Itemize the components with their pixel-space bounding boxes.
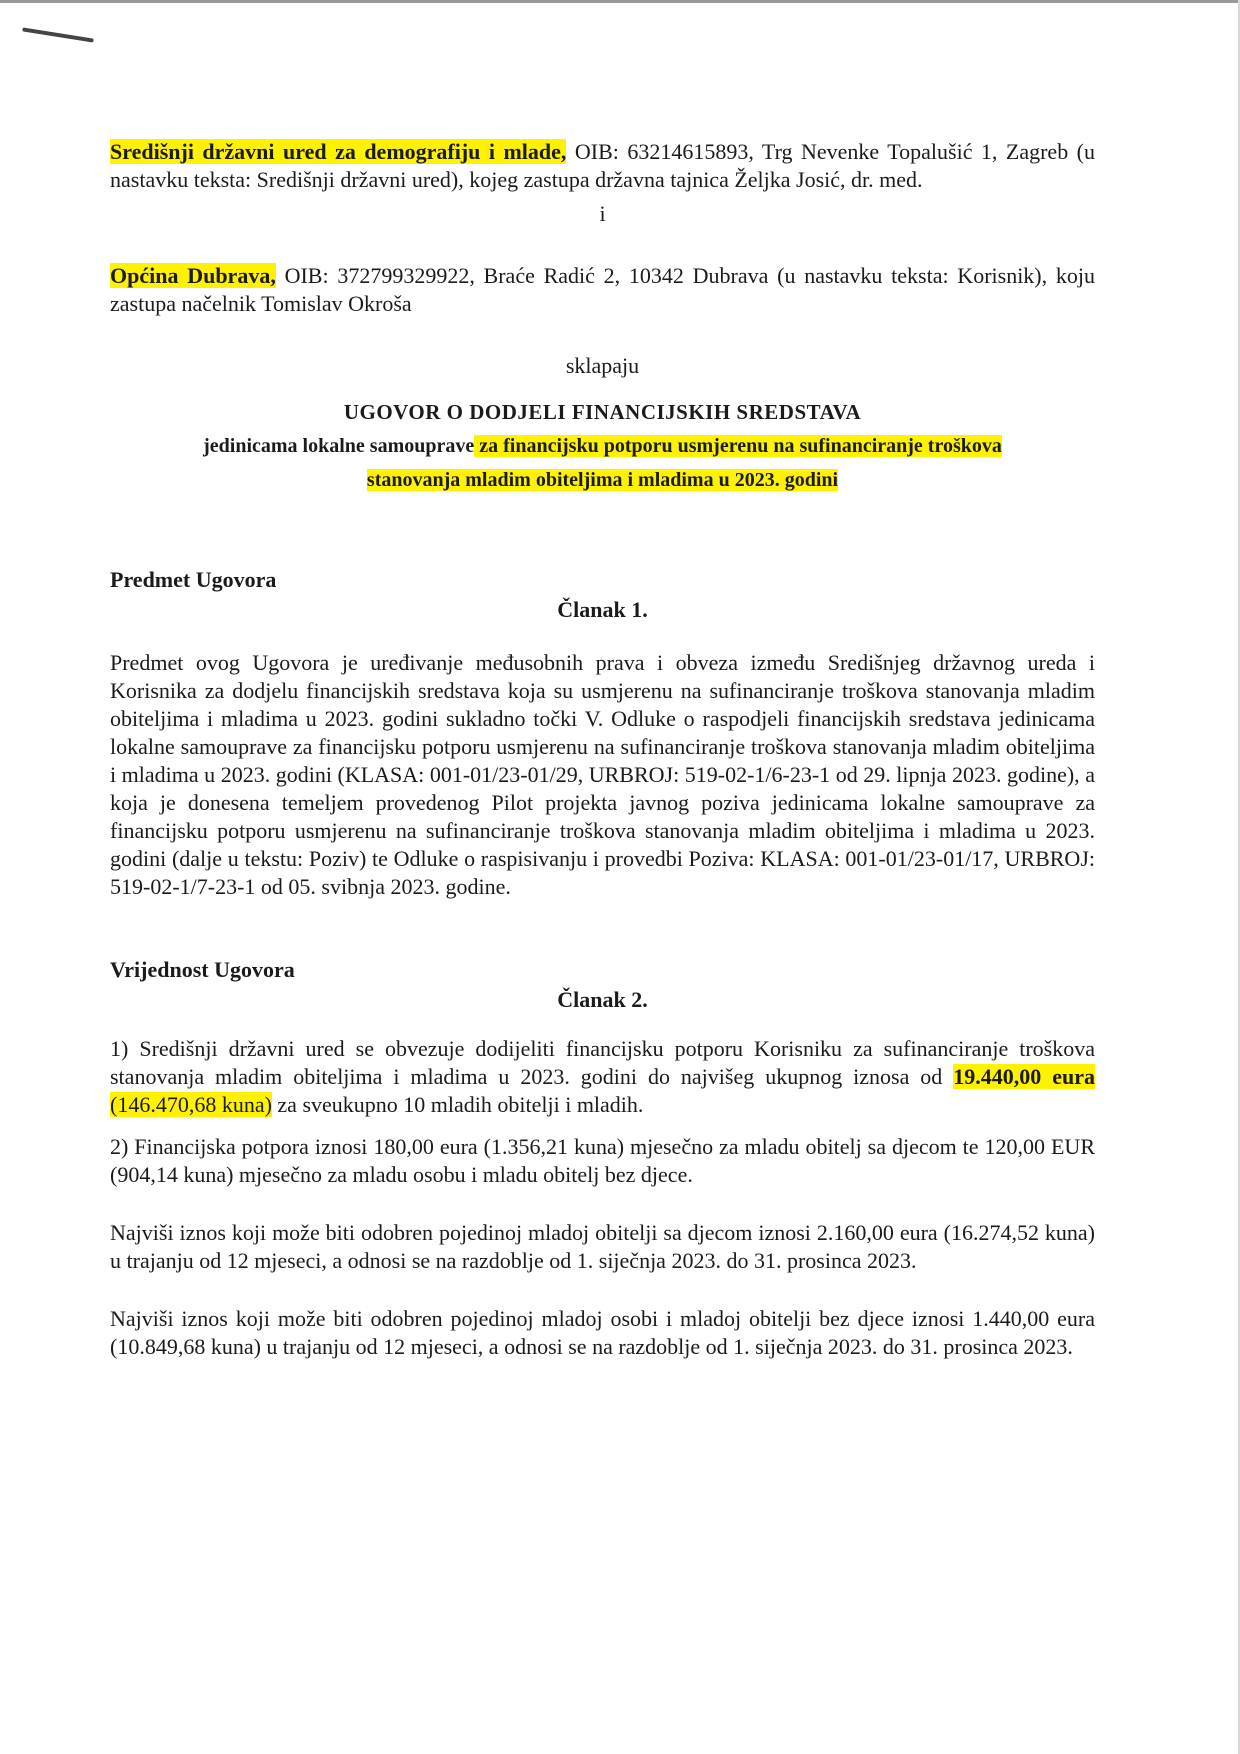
party2-name: Općina Dubrava, [110, 263, 276, 288]
section2-paragraph-4: Najviši iznos koji može biti odobren pojedinoj mladoj osobi i mladoj obitelji bez djece iznosi 1.440,00 eura (10.849,68 kuna) u trajanju od 12 mjeseci, a odnosi se na razdoblje od 1. siječnja 2023. do 31. prosinca 2023. [110, 1306, 1095, 1359]
section1-article: Članak 1. [557, 597, 648, 622]
subtitle-plain: jedinicama lokalne samouprave [203, 435, 475, 457]
verb: sklapaju [565, 353, 640, 378]
section2-paragraph-3: Najviši iznos koji može biti odobren pojedinoj mladoj obitelji sa djecom iznosi 2.160,00 eura (16.274,52 kuna) u trajanju od 12 mjeseci, a odnosi se na razdoblje od 1. siječnja 2023. do 31. prosinca 2023. [110, 1220, 1095, 1273]
contract-subtitle-line2 [110, 431, 1095, 461]
section1-heading: Predmet Ugovora [110, 567, 277, 592]
contract-title: UGOVOR O DODJELI FINANCIJSKIH SREDSTAVA [343, 400, 862, 424]
section2-paragraph-2: 2) Financijska potpora iznosi 180,00 eura (1.356,21 kuna) mjesečno za mladu obitelj sa djecom te 120,00 EUR (904,14 kuna) mjesečno za mladu osobu i mladu obitelj bez djece. [110, 1134, 1095, 1187]
section2-paragraph-1 [110, 1035, 1095, 1119]
subtitle-highlight-1: za financijsku potporu usmjerenu na sufinanciranje troškova [474, 435, 1002, 457]
party1-details: OIB: 63214615893, Trg Nevenke Topalušić 1, Zagreb (u nastavku teksta: Središnji državni ured), kojeg zastupa državna tajnica Željka Josić, dr. med. [110, 139, 1095, 192]
conjunction: i [599, 201, 606, 226]
pen-mark [22, 27, 94, 42]
section2-article: Članak 2. [557, 987, 648, 1012]
scan-top-edge [0, 0, 1240, 3]
section2-heading: Vrijednost Ugovora [110, 957, 295, 982]
document-page [110, 138, 1095, 1361]
party2-details: OIB: 372799329922, Braće Radić 2, 10342 Dubrava (u nastavku teksta: Korisnik), koju zastupa načelnik Tomislav Okroša [110, 263, 1095, 316]
section1-text: Predmet ovog Ugovora je uređivanje međusobnih prava i obveza između Središnjeg državnog ureda i Korisnika za dodjelu financijskih sredstava koja su usmjerenu na sufinanciranje troškova stanovanja mladim obiteljima i mladima u 2023. godini sukladno točki V. Odluke o raspodjeli financijskih sredstava jedinicama lokalne samouprave za financijsku potporu usmjerenu na sufinanciranje troškova stanovanja mladim obiteljima i mladima u 2023. godini (KLASA: 001-01/23-01/29, URBROJ: 519-02-1/6-23-1 od 29. lipnja 2023. godine), a koja je donesena temeljem provedenog Pilot projekta javnog poziva jedinicama lokalne samouprave za financijsku potporu usmjerenu na sufinanciranje troškova stanovanja mladim obiteljima i mladima u 2023. godini (dalje u tekstu: Poziv) te Odluke o raspisivanju i provedbi Poziva: KLASA: 001-01/23-01/17, URBROJ: 519-02-1/7-23-1 od 05. svibnja 2023. godine. [110, 650, 1095, 899]
party1-name: Središnji državni ured za demografiju i mlade, [110, 139, 567, 164]
subtitle-highlight-2: stanovanja mladim obiteljima i mladima u 2023. godini [366, 469, 839, 491]
party2-paragraph [110, 262, 1095, 318]
p1-amount-kn: (146.470,68 kuna) [110, 1092, 272, 1117]
p1-before: 1) Središnji državni ured se obvezuje dodijeliti financijsku potporu Korisniku za sufinanciranje troškova stanovanja mladim obiteljima i mladima u 2023. godini do najvišeg ukupnog iznosa od [110, 1036, 1095, 1089]
contract-subtitle-line3 [110, 465, 1095, 495]
party1-paragraph [110, 138, 1095, 194]
p1-after: za sveukupno 10 mladih obitelji i mladih. [271, 1092, 644, 1117]
p1-amount-eur: 19.440,00 eura [953, 1064, 1095, 1089]
